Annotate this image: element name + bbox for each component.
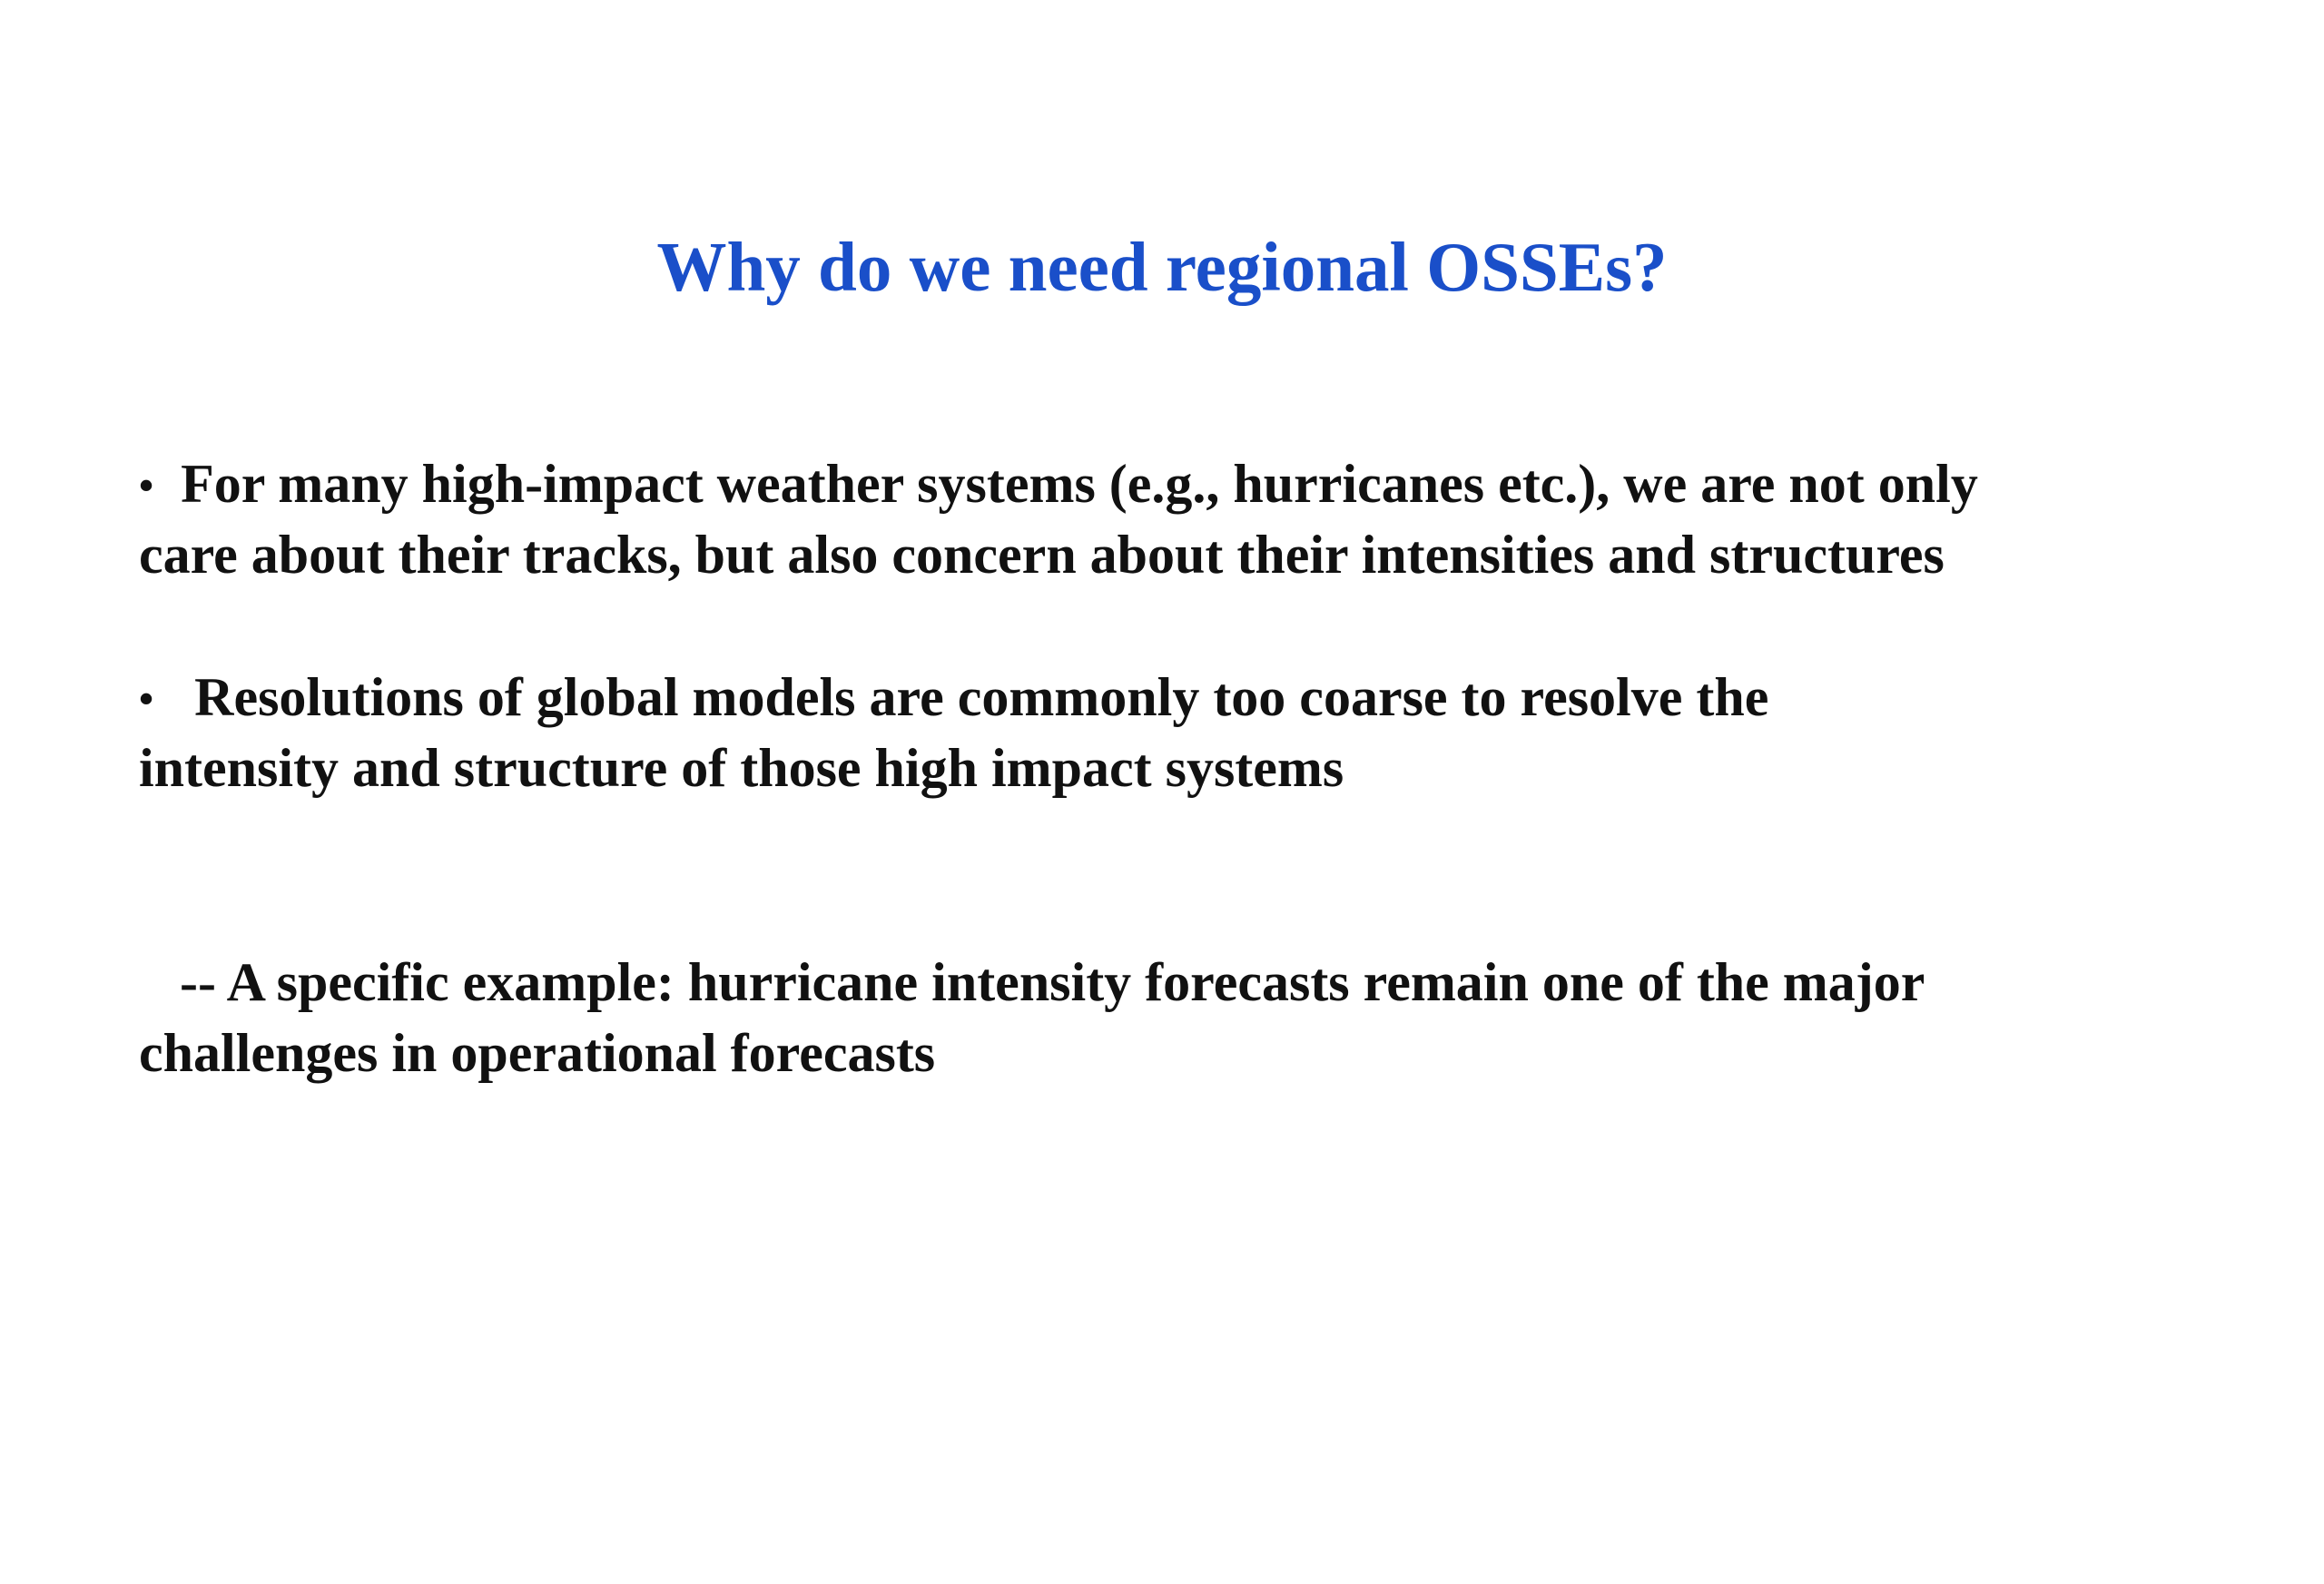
bullet-point-2-line-1 xyxy=(139,662,2227,733)
bullet-point-2-text-1: Resolutions of global models are commonly too coarse to resolve the xyxy=(194,667,1769,727)
bullet-icon: • xyxy=(139,675,154,722)
bullet-icon: • xyxy=(139,462,154,508)
bullet-point-1-text-1: For many high-impact weather systems (e.g., hurricanes etc.), we are not only xyxy=(181,454,1978,514)
example-paragraph xyxy=(139,947,2227,1088)
bullet-point-1-line-2: care about their tracks, but also concern about their intensities and structures xyxy=(139,525,1945,585)
bullet-point-2-line-2: intensity and structure of those high impact systems xyxy=(139,738,1344,798)
bullet-point-2 xyxy=(139,662,2227,803)
bullet-point-1 xyxy=(139,448,2227,590)
example-line-2: challenges in operational forecasts xyxy=(139,1023,936,1083)
slide-title: Why do we need regional OSSEs? xyxy=(656,228,1668,306)
example-line-1: -- A specific example: hurricane intensity forecasts remain one of the major xyxy=(139,952,1925,1012)
bullet-point-1-line-1 xyxy=(139,448,2227,519)
